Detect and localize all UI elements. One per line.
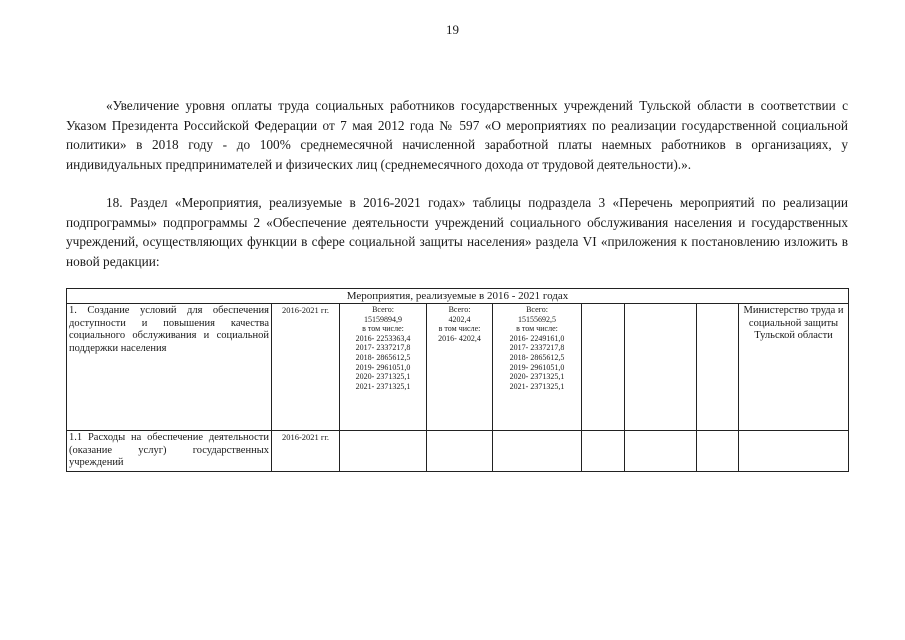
total-funding-cell	[340, 431, 427, 472]
event-name-cell: 1. Создание условий для обеспечения доступности и повышения качества социального обслуживания и социальной поддержки населения	[67, 304, 272, 431]
regional-funding-cell	[493, 304, 582, 431]
amount-line: 2017- 2337217,8	[509, 343, 565, 353]
amount-line: 2019- 2961051,0	[509, 362, 565, 372]
empty-cell	[582, 431, 625, 472]
federal-funding-cell	[427, 431, 493, 472]
table-title: Мероприятия, реализуемые в 2016 - 2021 годах	[67, 289, 849, 304]
table-row	[67, 431, 849, 472]
table-row	[67, 304, 849, 431]
empty-cell	[625, 431, 697, 472]
amount-line: 2016- 2249161,0	[509, 333, 565, 343]
amount-line: 4202,4	[448, 314, 471, 324]
event-name-cell: 1.1 Расходы на обеспечение деятельности (оказание услуг) государственных учреждений	[67, 431, 272, 472]
amount-line: 2016- 4202,4	[438, 333, 481, 343]
empty-cell	[625, 304, 697, 431]
federal-funding-cell	[427, 304, 493, 431]
amount-line: 2018- 2865612,5	[355, 352, 411, 362]
amount-line: 2019- 2961051,0	[355, 362, 411, 372]
period-cell: 2016-2021 гг.	[272, 304, 340, 431]
regional-funding-cell	[493, 431, 582, 472]
paragraph-amendment-text: «Увеличение уровня оплаты труда социальных работников государственных учреждений Тульской области в соответствии с Указом Президента Российской Федерации от 7 мая 2012 года № 597 «О мероприятиях по реализации государственной социальной политики» в 2018 году - до 100% среднемесячной начисленной заработной платы наемных работников в организациях, у индивидуальных предпринимателей и физических лиц (среднемесячного дохода от трудовой деятельности).».	[66, 98, 848, 172]
events-table	[66, 288, 849, 472]
amount-line: Всего:	[372, 305, 394, 314]
amount-line: 2018- 2865612,5	[509, 352, 565, 362]
amount-line: в том числе:	[516, 324, 558, 334]
empty-cell	[697, 431, 739, 472]
table-title-row	[67, 289, 849, 304]
amount-line: 2021- 2371325,1	[509, 381, 565, 391]
amount-line: в том числе:	[362, 324, 404, 334]
total-funding-cell	[340, 304, 427, 431]
amount-line: 2017- 2337217,8	[355, 343, 411, 353]
executor-cell: Министерство труда и социальной защиты Тульской области	[739, 304, 849, 431]
page-number: 19	[446, 22, 459, 37]
amount-line: 2021- 2371325,1	[355, 381, 411, 391]
empty-cell	[582, 304, 625, 431]
empty-cell	[697, 304, 739, 431]
amount-line: Всего:	[526, 305, 548, 314]
amount-line: 2020- 2371325,1	[355, 372, 411, 382]
period-cell: 2016-2021 гг.	[272, 431, 340, 472]
amount-line: 15159894,9	[364, 314, 402, 324]
amount-line: в том числе:	[438, 324, 481, 334]
amount-line: 15155692,5	[518, 314, 556, 324]
amount-line: 2020- 2371325,1	[509, 372, 565, 382]
amount-line: Всего:	[448, 305, 471, 314]
paragraph-item-18: 18. Раздел «Мероприятия, реализуемые в 2016-2021 годах» таблицы подраздела 3 «Перечень мероприятий по реализации подпрограммы» подпрограммы 2 «Обеспечение деятельности учреждений социального обслуживания населения и государственных учреждений, осуществляющих функции в сфере социальной защиты населения» раздела VI «приложения к постановлению изложить в новой редакции:	[66, 195, 848, 269]
executor-cell	[739, 431, 849, 472]
amount-line: 2016- 2253363,4	[355, 333, 411, 343]
